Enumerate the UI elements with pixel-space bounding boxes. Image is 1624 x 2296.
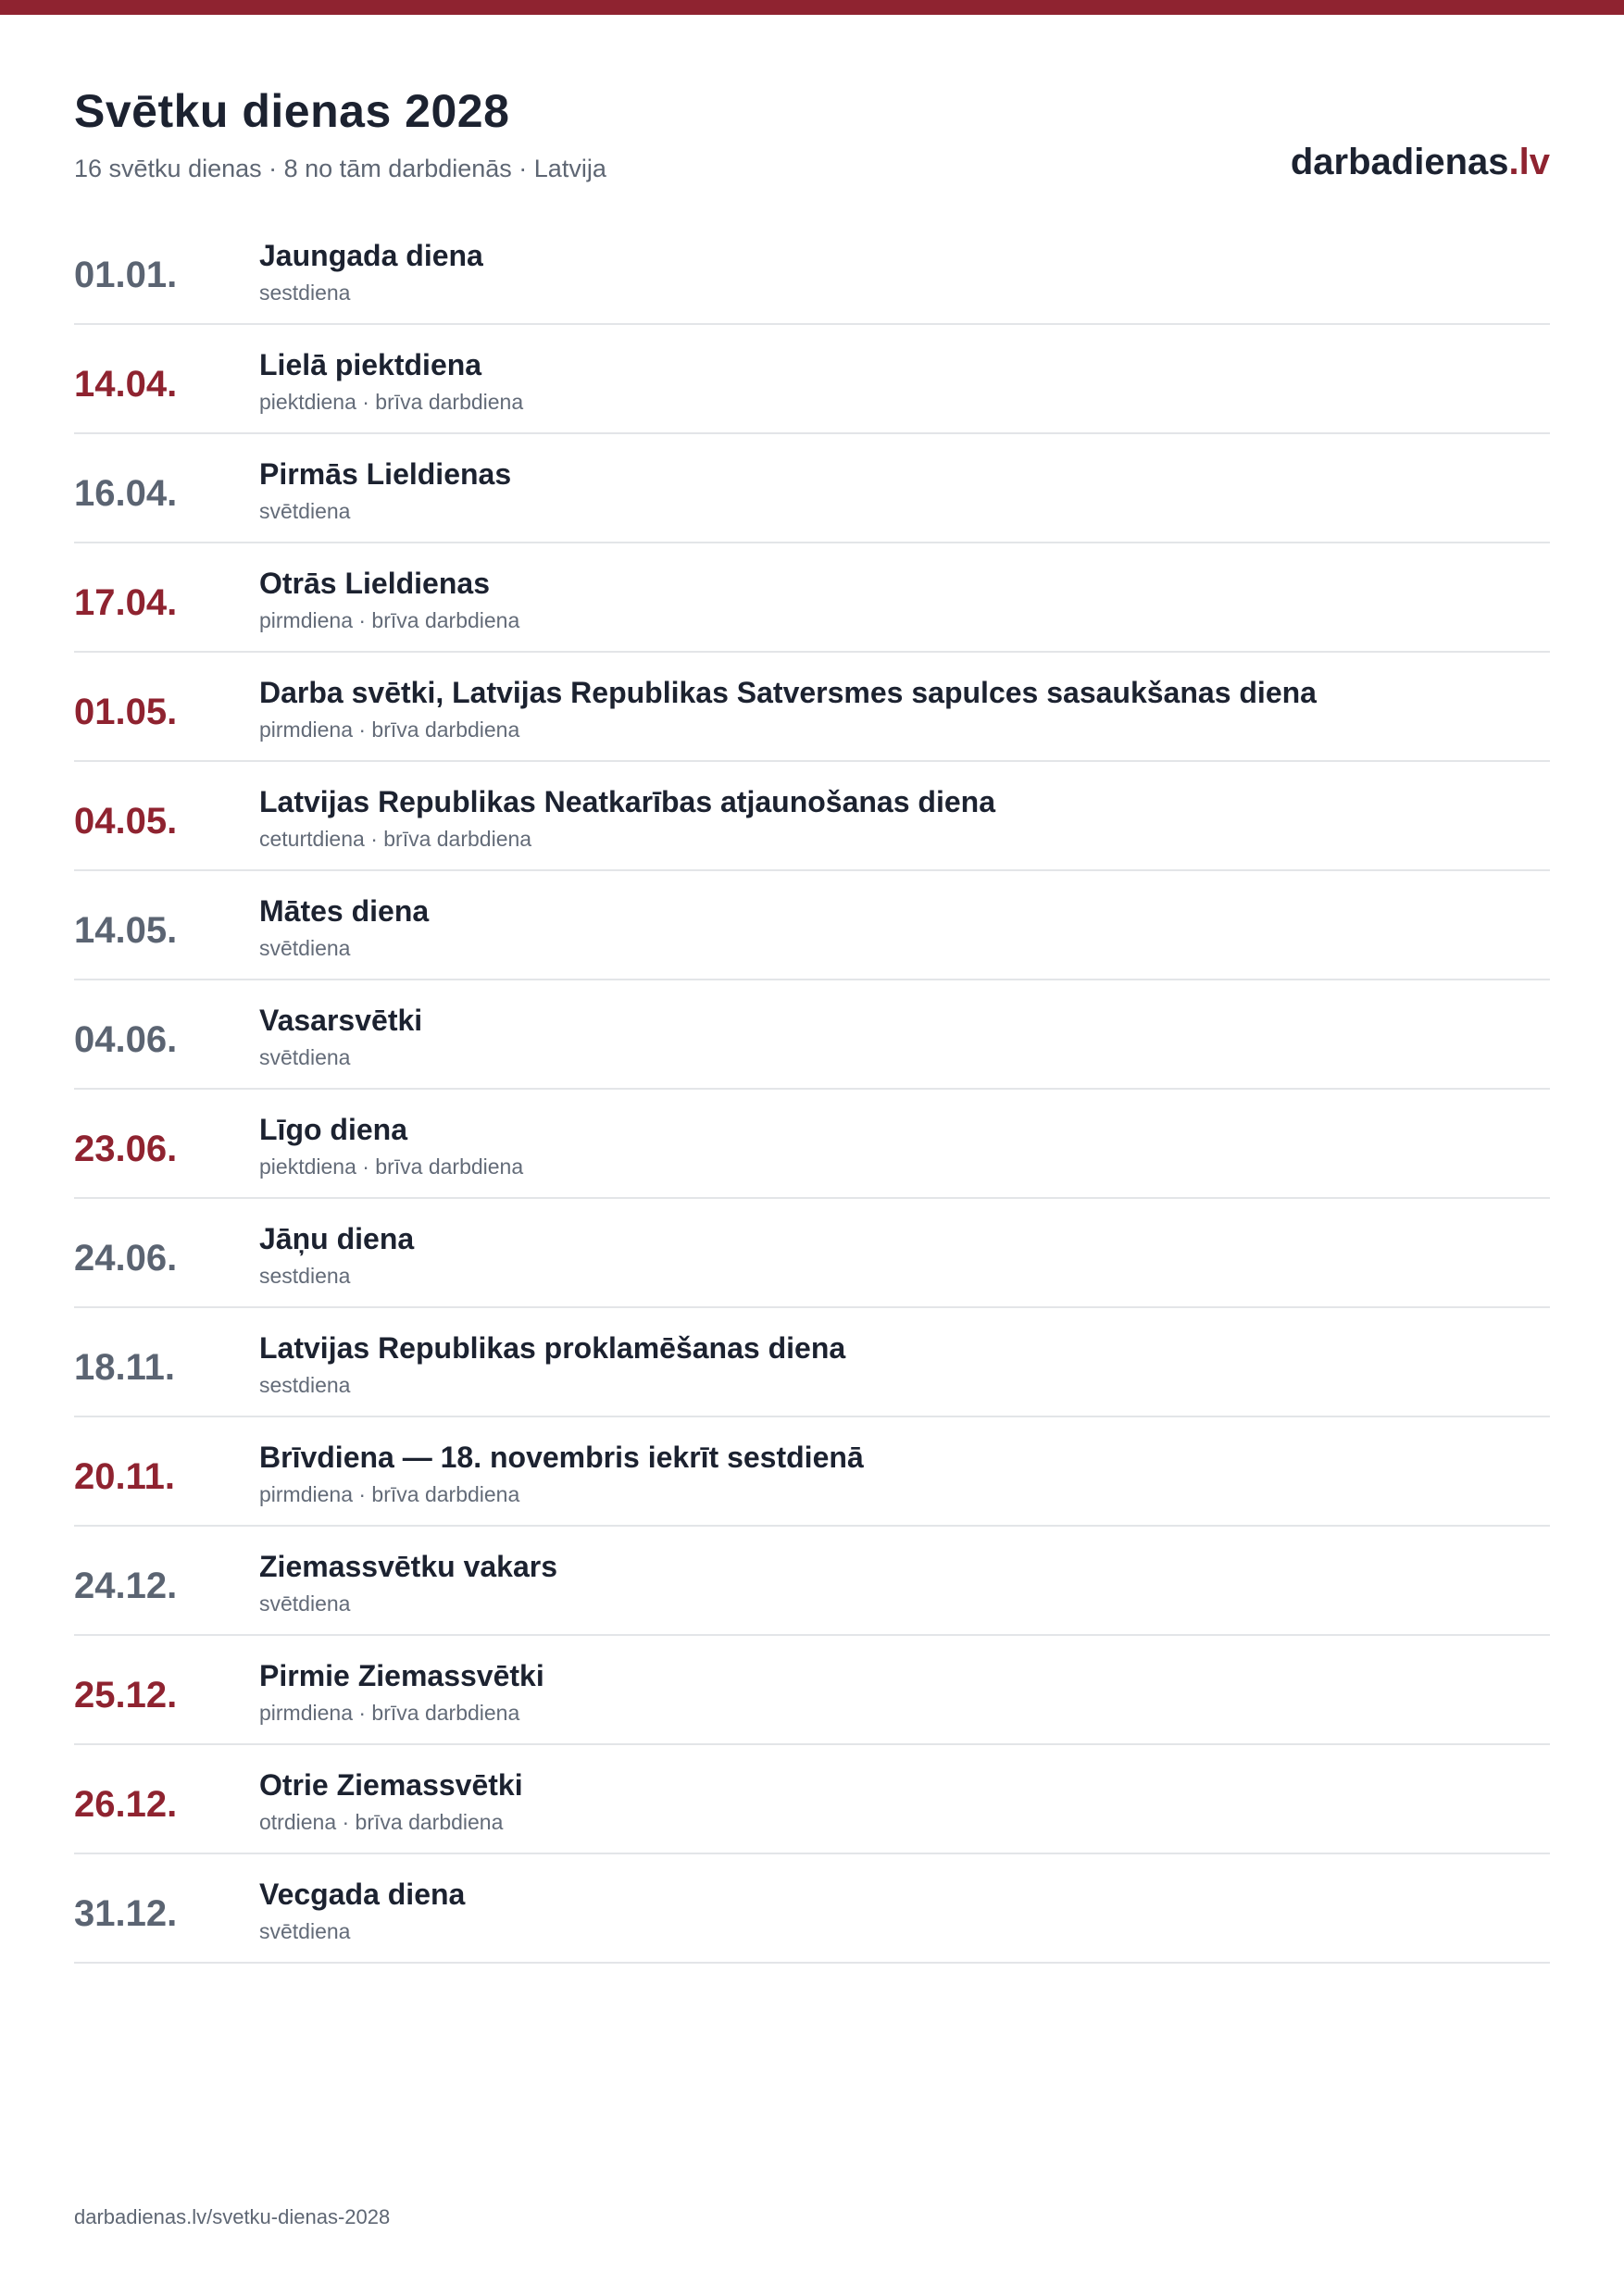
- holiday-date: 24.12.: [74, 1566, 178, 1606]
- holiday-weekday: svētdiena: [259, 1591, 351, 1616]
- holiday-weekday: sestdiena: [259, 1373, 351, 1397]
- holiday-name: Latvijas Republikas proklamēšanas diena: [259, 1331, 846, 1365]
- holiday-row: [74, 871, 1550, 980]
- brand-tld: .lv: [1508, 142, 1550, 182]
- holiday-date: 14.04.: [74, 364, 178, 405]
- holiday-name: Latvijas Republikas Neatkarības atjaunošanas diena: [259, 785, 995, 818]
- holiday-row: [74, 1636, 1550, 1745]
- holiday-list: [74, 216, 1550, 1964]
- holiday-weekday: ceturtdiena · brīva darbdiena: [259, 827, 532, 851]
- holiday-weekday: pirmdiena · brīva darbdiena: [259, 608, 520, 632]
- holiday-weekday: piektdiena · brīva darbdiena: [259, 390, 524, 414]
- holiday-date: 14.05.: [74, 910, 178, 951]
- holiday-row: [74, 980, 1550, 1090]
- holiday-row: [74, 1417, 1550, 1527]
- holiday-date: 01.05.: [74, 692, 178, 732]
- holiday-date: 26.12.: [74, 1784, 178, 1825]
- holiday-row: [74, 1090, 1550, 1199]
- holiday-row: [74, 1527, 1550, 1636]
- holiday-name: Mātes diena: [259, 894, 430, 928]
- holiday-name: Līgo diena: [259, 1113, 407, 1146]
- holiday-row: [74, 1308, 1550, 1417]
- holiday-weekday: pirmdiena · brīva darbdiena: [259, 1482, 520, 1506]
- holiday-weekday: svētdiena: [259, 936, 351, 960]
- holiday-date: 18.11.: [74, 1347, 176, 1388]
- holiday-name: Jāņu diena: [259, 1222, 415, 1255]
- brand-logo[interactable]: [1291, 139, 1550, 185]
- holiday-date: 25.12.: [74, 1675, 178, 1716]
- holiday-row: [74, 325, 1550, 434]
- holiday-name: Ziemassvētku vakars: [259, 1550, 557, 1583]
- holiday-date: 23.06.: [74, 1129, 178, 1169]
- holiday-name: Pirmie Ziemassvētki: [259, 1659, 544, 1692]
- holiday-row: [74, 762, 1550, 871]
- top-accent-bar: [0, 0, 1624, 15]
- holiday-weekday: pirmdiena · brīva darbdiena: [259, 1701, 520, 1725]
- holiday-name: Otrās Lieldienas: [259, 567, 490, 600]
- holiday-row: [74, 216, 1550, 325]
- holiday-row: [74, 653, 1550, 762]
- holiday-row: [74, 1199, 1550, 1308]
- holiday-weekday: svētdiena: [259, 1045, 351, 1069]
- holiday-date: 01.01.: [74, 255, 178, 295]
- holiday-name: Brīvdiena — 18. novembris iekrīt sestdienā: [259, 1441, 864, 1474]
- page-header: [74, 74, 1550, 187]
- brand-name: darbadienas: [1290, 142, 1509, 182]
- holiday-date: 04.05.: [74, 801, 178, 842]
- holiday-date: 20.11.: [74, 1456, 176, 1497]
- holiday-weekday: piektdiena · brīva darbdiena: [259, 1154, 524, 1179]
- holiday-name: Darba svētki, Latvijas Republikas Satversmes sapulces sasaukšanas diena: [259, 676, 1317, 709]
- holiday-row: [74, 1745, 1550, 1854]
- holiday-weekday: svētdiena: [259, 499, 351, 523]
- holiday-date: 16.04.: [74, 473, 178, 514]
- holiday-name: Pirmās Lieldienas: [259, 457, 512, 491]
- holiday-date: 04.06.: [74, 1019, 178, 1060]
- holiday-row: [74, 434, 1550, 543]
- holiday-weekday: pirmdiena · brīva darbdiena: [259, 718, 520, 742]
- holiday-weekday: sestdiena: [259, 281, 351, 305]
- holiday-weekday: svētdiena: [259, 1919, 351, 1943]
- holiday-date: 17.04.: [74, 582, 178, 623]
- holiday-date: 24.06.: [74, 1238, 178, 1279]
- holiday-row: [74, 543, 1550, 653]
- holiday-name: Jaungada diena: [259, 239, 483, 272]
- holiday-name: Lielā piektdiena: [259, 348, 482, 381]
- holiday-weekday: sestdiena: [259, 1264, 351, 1288]
- footer-url-link[interactable]: darbadienas.lv/svetku-dienas-2028: [74, 2205, 391, 2228]
- page-subtitle: 16 svētku dienas · 8 no tām darbdienās · Latvija: [74, 155, 606, 182]
- holiday-name: Otrie Ziemassvētki: [259, 1768, 523, 1802]
- holiday-row: [74, 1854, 1550, 1964]
- holiday-weekday: otrdiena · brīva darbdiena: [259, 1810, 504, 1834]
- page-title: Svētku dienas 2028: [74, 85, 510, 137]
- holiday-name: Vasarsvētki: [259, 1004, 423, 1037]
- holiday-name: Vecgada diena: [259, 1878, 466, 1911]
- holiday-date: 31.12.: [74, 1893, 178, 1934]
